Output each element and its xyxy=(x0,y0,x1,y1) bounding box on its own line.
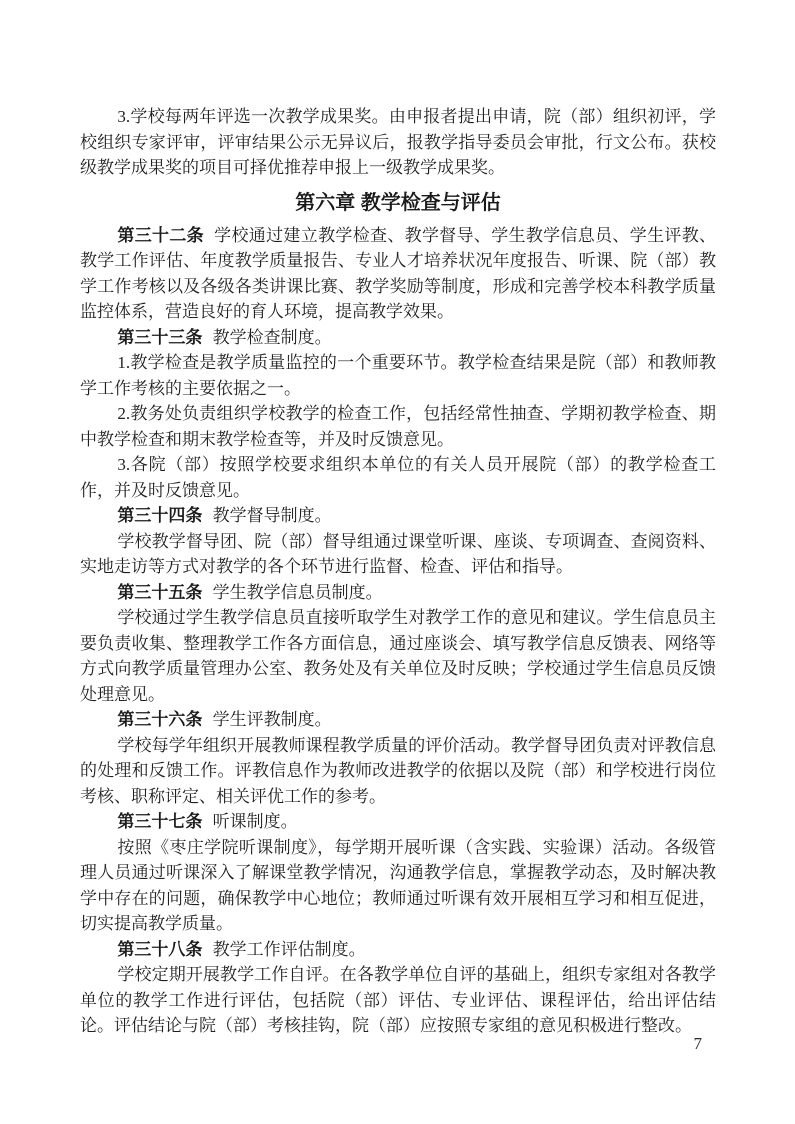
article-32 xyxy=(80,223,716,325)
article-34 xyxy=(80,503,716,529)
article-35-text: 学生教学信息员制度。 xyxy=(212,582,383,602)
article-37 xyxy=(80,809,716,835)
article-35-label: 第三十五条 xyxy=(117,582,203,602)
article-34-text: 教学督导制度。 xyxy=(212,506,332,525)
article-38-body: 学校定期开展教学工作自评。在各教学单位自评的基础上，组织专家组对各教学单位的教学工作进行评估，包括院（部）评估、专业评估、课程评估，给出评估结论。评估结论与院（部）考核挂钩，院（部）应按照专家组的意见积极进行整改。 xyxy=(80,965,716,1035)
article-33-item-2: 2.教务处负责组织学校教学的检查工作，包括经常性抽查、学期初教学检查、期中教学检查和期末教学检查等，并及时反馈意见。 xyxy=(80,404,716,449)
article-33 xyxy=(80,325,716,351)
article-34-label: 第三十四条 xyxy=(117,506,203,525)
article-38-text: 教学工作评估制度。 xyxy=(212,939,366,959)
article-32-label: 第三十二条 xyxy=(117,225,204,245)
chapter-6-heading: 第六章 教学检查与评估 xyxy=(295,191,501,214)
article-33-item-3: 3.各院（部）按照学校要求组织本单位的有关人员开展院（部）的教学检查工作，并及时反馈意见。 xyxy=(80,455,716,500)
article-37-body: 按照《枣庄学院听课制度》，每学期开展听课（含实践、实验课）活动。各级管理人员通过听课深入了解课堂教学情况，沟通教学信息，掌握教学动态，及时解决教学中存在的问题，确保教学中心地位；教师通过听课有效开展相互学习和相互促进，切实提高教学质量。 xyxy=(80,837,716,933)
article-36 xyxy=(80,707,716,733)
para-award-selection: 3.学校每两年评选一次教学成果奖。由申报者提出申请，院（部）组织初评，学校组织专家评审，评审结果公示无异议后，报教学指导委员会审批，行文公布。获校级教学成果奖的项目可择优推荐申报上一级教学成果奖。 xyxy=(80,107,716,177)
article-37-text: 听课制度。 xyxy=(212,812,298,831)
article-35 xyxy=(80,580,716,606)
page-number: 7 xyxy=(693,1034,702,1053)
article-35-body: 学校通过学生教学信息员直接听取学生对教学工作的意见和建议。学生信息员主要负责收集、整理教学工作各方面信息，通过座谈会、填写教学信息反馈表、网络等方式向教学质量管理办公室、教务处及有关单位及时反映；学校通过学生信息员反馈处理意见。 xyxy=(80,608,716,704)
article-36-body: 学校每学年组织开展教师课程教学质量的评价活动。教学督导团负责对评教信息的处理和反馈工作。评教信息作为教师改进教学的依据以及院（部）和学校进行岗位考核、职称评定、相关评优工作的参考。 xyxy=(80,735,716,806)
article-34-body: 学校教学督导团、院（部）督导组通过课堂听课、座谈、专项调查、查阅资料、实地走访等方式对教学的各个环节进行监督、检查、评估和指导。 xyxy=(80,531,716,576)
article-33-text: 教学检查制度。 xyxy=(212,327,332,347)
document-body xyxy=(80,104,716,1039)
article-36-label: 第三十六条 xyxy=(117,710,203,729)
article-33-label: 第三十三条 xyxy=(117,327,203,347)
article-32-text: 学校通过建立教学检查、教学督导、学生教学信息员、学生评教、教学工作评估、年度教学质量报告、专业人才培养状况年度报告、听课、院（部）教学工作考核以及各级各类讲课比赛、教学奖励等制度，形成和完善学校本科教学质量监控体系，营造良好的育人环境，提高教学效果。 xyxy=(80,225,717,321)
article-37-label: 第三十七条 xyxy=(117,812,203,831)
article-38 xyxy=(80,937,716,963)
article-38-label: 第三十八条 xyxy=(117,939,203,959)
article-33-item-1: 1.教学检查是教学质量监控的一个重要环节。教学检查结果是院（部）和教师教学工作考核的主要依据之一。 xyxy=(80,353,716,398)
article-36-text: 学生评教制度。 xyxy=(212,710,332,729)
